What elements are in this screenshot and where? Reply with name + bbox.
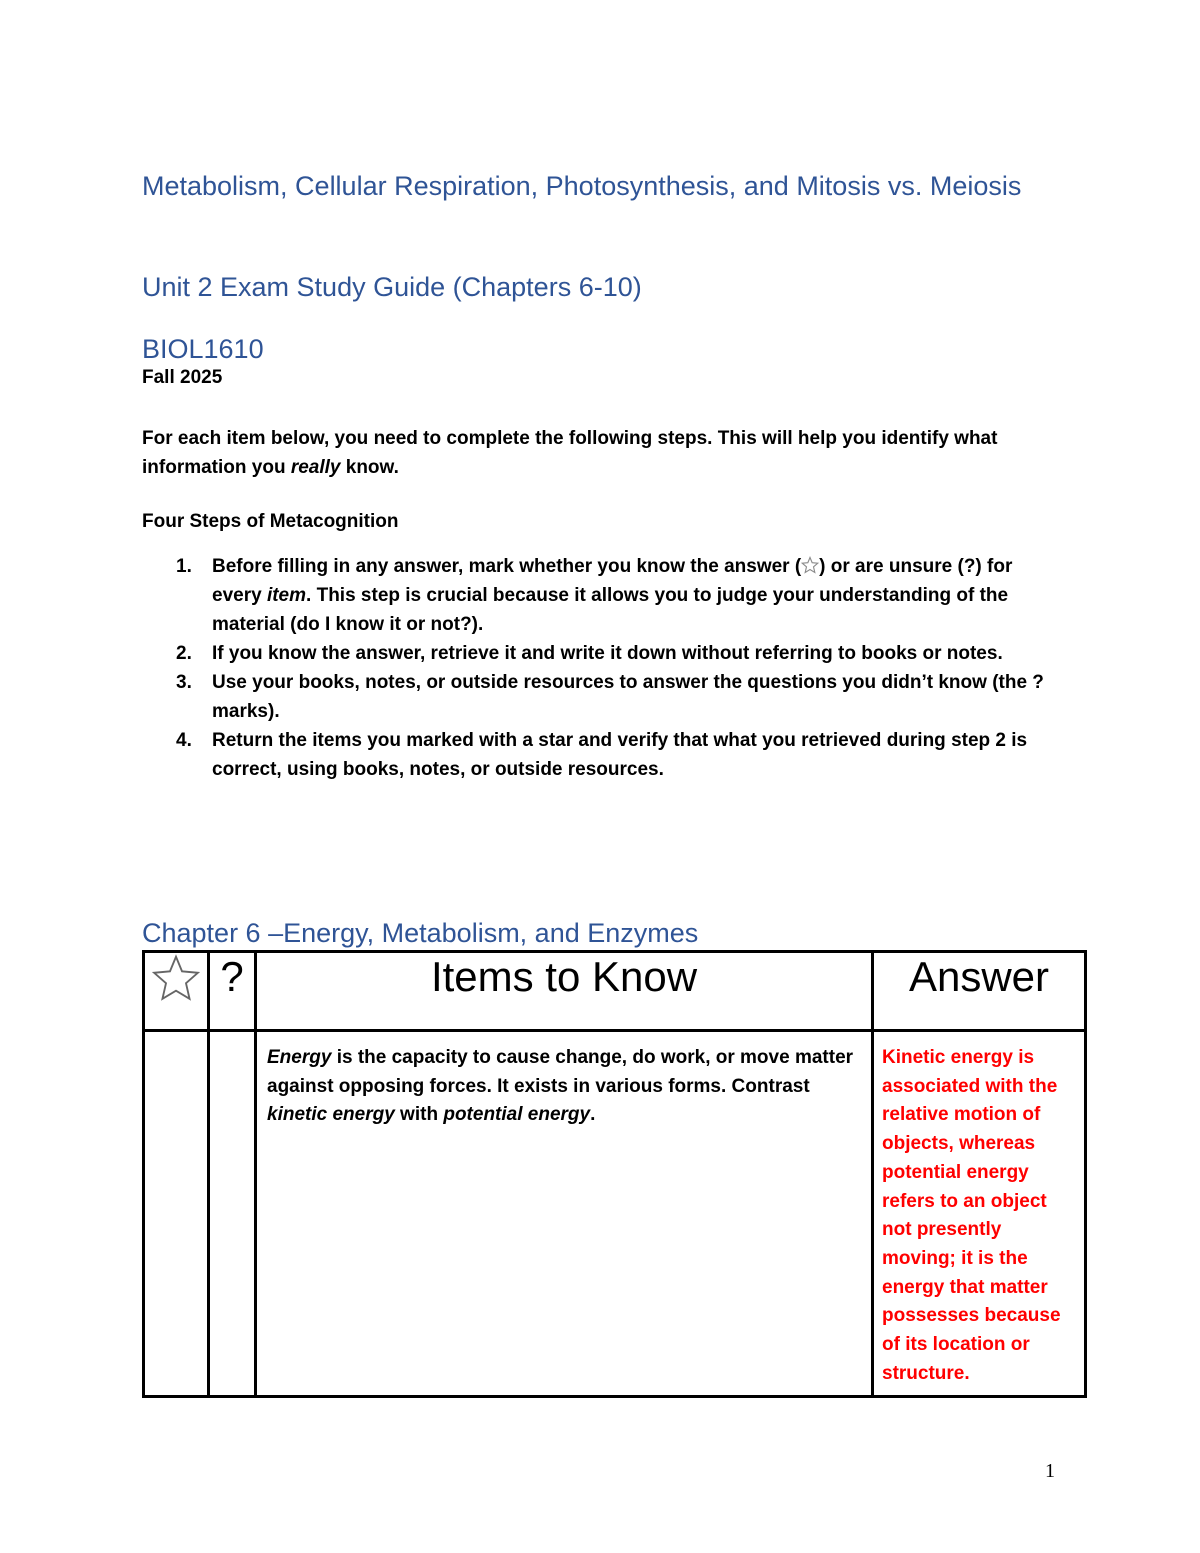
step-text: Return the items you marked with a [212, 730, 539, 751]
step-italic: item [266, 585, 307, 606]
chapter-heading: Chapter 6 –Energy, Metabolism, and Enzymes [142, 918, 699, 948]
item-term: potential energy [443, 1104, 591, 1125]
study-table [142, 950, 1087, 1398]
step-text: answer, mark whether you know the answer ( [388, 556, 802, 577]
step-bold: without [681, 643, 750, 664]
doc-subtitle: Unit 2 Exam Study Guide (Chapters 6-10) [142, 272, 642, 302]
table-row [144, 1031, 1086, 1397]
item-cell [256, 1031, 873, 1397]
item-term: Energy [267, 1047, 332, 1068]
step-text: it and write it down [499, 643, 682, 664]
step-bold: every [212, 585, 262, 606]
star-icon [151, 953, 201, 1003]
unsure-checkbox-cell[interactable] [209, 1031, 256, 1397]
answer-text: Kinetic energy is associated with the relative motion of objects, whereas potential energy refers to an object not presently moving; it is the energy that matter possesses because of its location or structure. [882, 1047, 1061, 1384]
step-text: Use your books, notes, or outside resources to answer the questions you didn’t know (the ? marks). [212, 672, 1044, 722]
step-item [142, 639, 1062, 668]
step-number: 2. [176, 643, 192, 664]
step-number: 1. [176, 556, 192, 577]
star-checkbox-cell[interactable] [144, 1031, 209, 1397]
step-bold: step 2 [951, 730, 1006, 751]
steps-list [142, 552, 1062, 784]
step-bold: star [538, 730, 574, 751]
intro-paragraph [142, 424, 1072, 482]
step-item [142, 726, 1062, 784]
step-item [142, 552, 1062, 639]
step-text: Before filling in [212, 556, 356, 577]
step-text: ) or are unsure (?) for [819, 556, 1013, 577]
step-number: 4. [176, 730, 192, 751]
step-text: and verify that what you retrieved during [573, 730, 952, 751]
item-text-part: . [590, 1104, 596, 1125]
item-text-part: is the capacity to cause change, do work, or move matter against opposing forces. It exists in various forms. Contrast [267, 1047, 854, 1097]
item-term: kinetic energy [267, 1104, 395, 1125]
step-text: If you know the answer, [212, 643, 431, 664]
table-header-row [144, 952, 1086, 1031]
step-bold: retrieve [430, 643, 500, 664]
item-text [257, 1032, 871, 1130]
course-code: BIOL1610 [142, 334, 264, 364]
header-star-cell [144, 952, 209, 1031]
doc-title: Metabolism, Cellular Respiration, Photosynthesis, and Mitosis vs. Meiosis [142, 171, 1022, 201]
item-text-part: with [394, 1104, 444, 1125]
steps-heading: Four Steps of Metacognition [142, 511, 399, 532]
step-number: 3. [176, 672, 192, 693]
star-icon [801, 556, 819, 574]
step-item [142, 668, 1062, 726]
answer-cell[interactable] [873, 1031, 1086, 1397]
step-bold: any [355, 556, 389, 577]
term: Fall 2025 [142, 367, 223, 388]
page-number: 1 [1045, 1460, 1055, 1482]
step-text: referring to books or notes. [749, 643, 1003, 664]
header-question-cell: ? [209, 952, 256, 1031]
header-answer-cell: Answer [873, 952, 1086, 1031]
header-items-cell: Items to Know [256, 952, 873, 1031]
intro-emphasis: really [290, 457, 341, 478]
step-text: . This step is crucial because it allows you to judge your understanding of the material (do I know it or not?). [212, 585, 1009, 635]
step-text: is correct, using books, notes, or outside resources. [212, 730, 1028, 780]
intro-text-2: know. [340, 457, 399, 478]
intro-text-1: For each item below, you need to complete the following steps. This will help you identify what information you [142, 428, 998, 478]
